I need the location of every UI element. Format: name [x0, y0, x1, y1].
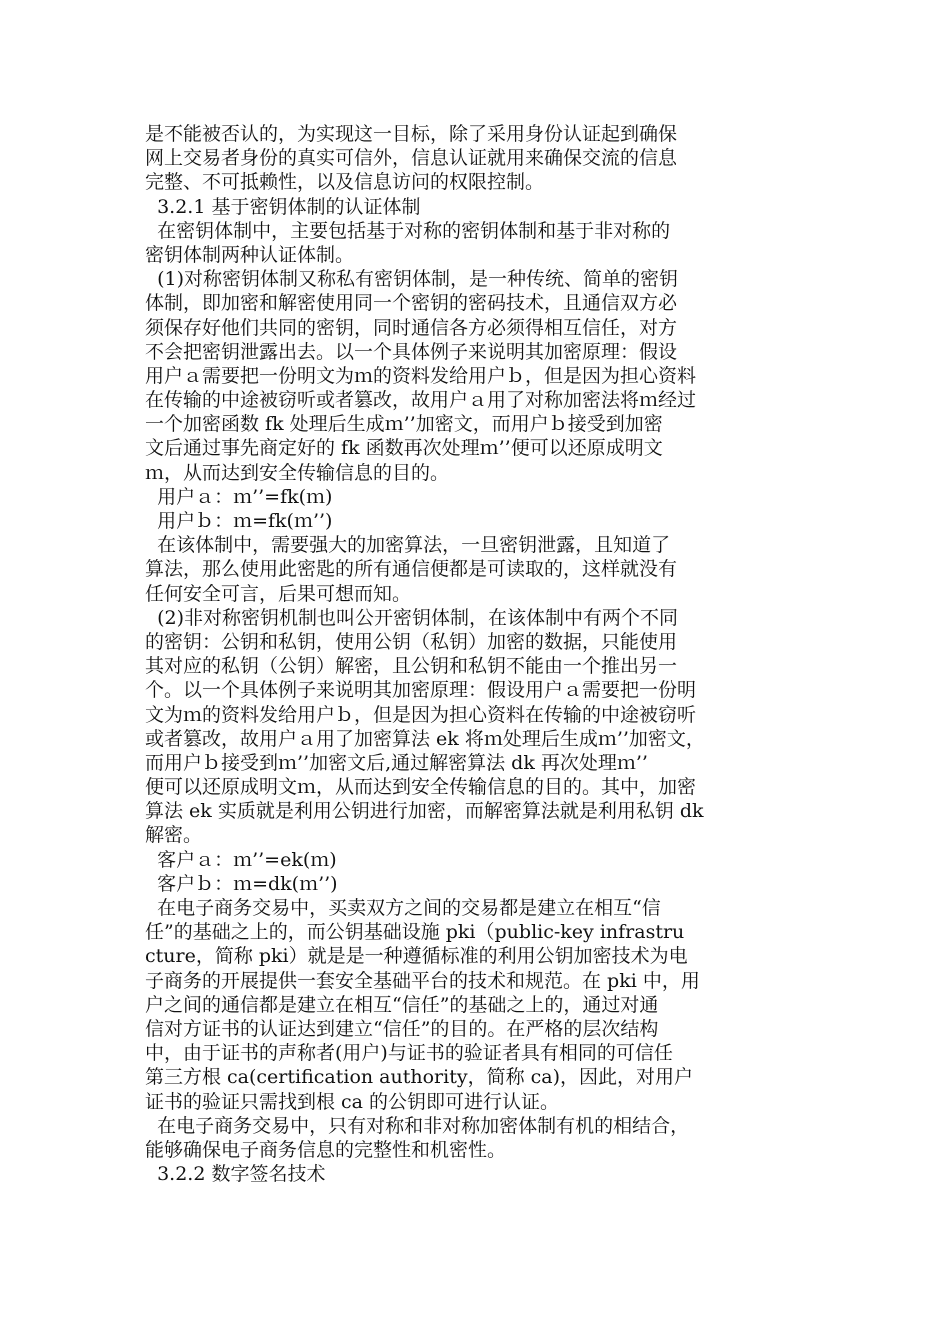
- text-line: 文为ｍ的资料发给用户ｂ，但是因为担心资料在传输的中途被窃听: [145, 703, 697, 726]
- text-line: 而用户ｂ接受到ｍ’’加密文后,通过解密算法 dk 再次处理ｍ’’: [145, 751, 648, 774]
- text-line: 密钥体制两种认证体制。: [145, 243, 355, 266]
- formula-line: 用户ａ：ｍ’’=fk(ｍ): [145, 485, 333, 508]
- formula-line: 用户ｂ：ｍ=fk(ｍ’’): [145, 510, 333, 532]
- text-line: 或者篡改，故用户ａ用了加密算法 ek 将ｍ处理后生成ｍ’’加密文，: [145, 727, 705, 750]
- text-line: 证书的验证只需找到根 ca 的公钥即可进行认证。: [145, 1090, 560, 1113]
- text-line: 用户ａ需要把一份明文为ｍ的资料发给用户ｂ，但是因为担心资料: [145, 364, 697, 387]
- text-line: 算法 ek 实质就是利用公钥进行加密，而解密算法就是利用私钥 dk: [145, 800, 704, 823]
- text-line: 的密钥：公钥和私钥，使用公钥（私钥）加密的数据，只能使用: [145, 630, 678, 653]
- document-body: [145, 122, 805, 1186]
- text-line: 须保存好他们共同的密钥，同时通信各方必须得相互信任，对方: [145, 316, 678, 339]
- text-line: (1)对称密钥体制又称私有密钥体制，是一种传统、简单的密钥: [145, 268, 678, 291]
- text-line: 在电子商务交易中，买卖双方之间的交易都是建立在相互“信: [145, 897, 661, 919]
- formula-line: 客户ｂ：ｍ=dk(ｍ’’): [145, 872, 338, 895]
- text-line: 是不能被否认的，为实现这一目标，除了采用身份认证起到确保: [145, 123, 678, 145]
- text-line: ｍ，从而达到安全传输信息的目的。: [145, 461, 450, 484]
- text-line: 解密。: [145, 824, 203, 847]
- text-line: 便可以还原成明文ｍ，从而达到安全传输信息的目的。其中，加密: [145, 776, 697, 799]
- text-line: 个。以一个具体例子来说明其加密原理：假设用户ａ需要把一份明: [145, 679, 697, 702]
- text-line: (2)非对称密钥机制也叫公开密钥体制，在该体制中有两个不同: [145, 606, 678, 629]
- text-line: 算法，那么使用此密匙的所有通信便都是可读取的，这样就没有: [145, 558, 678, 581]
- text-line: 体制，即加密和解密使用同一个密钥的密码技术，且通信双方必: [145, 292, 678, 315]
- text-line: 中，由于证书的声称者(用户)与证书的验证者具有相同的可信任: [145, 1042, 673, 1065]
- text-line: 文后通过事先商定好的 fk 函数再次处理ｍ’’便可以还原成明文: [145, 437, 663, 460]
- section-heading-3-2-1: 3.2.1 基于密钥体制的认证体制: [145, 195, 421, 218]
- text-line: 户之间的通信都是建立在相互“信任”的基础之上的，通过对通: [145, 993, 659, 1016]
- text-line: 在密钥体制中，主要包括基于对称的密钥体制和基于非对称的: [145, 219, 671, 242]
- section-heading-3-2-2: 3.2.2 数字签名技术: [145, 1163, 326, 1186]
- text-line: 在电子商务交易中，只有对称和非对称加密体制有机的相结合，: [145, 1114, 690, 1137]
- text-line: cture，简称 pki）就是是一种遵循标准的利用公钥加密技术为电: [145, 945, 688, 968]
- text-line: 在该体制中，需要强大的加密算法，一旦密钥泄露，且知道了: [145, 534, 671, 557]
- text-line: 其对应的私钥（公钥）解密，且公钥和私钥不能由一个推出另一: [145, 655, 678, 678]
- formula-line: 客户ａ：ｍ’’=ek(ｍ): [145, 848, 337, 871]
- text-line: 任何安全可言，后果可想而知。: [145, 582, 412, 605]
- text-line: 信对方证书的认证达到建立“信任”的目的。在严格的层次结构: [145, 1017, 659, 1040]
- text-line: 在传输的中途被窃听或者篡改，故用户ａ用了对称加密法将ｍ经过: [145, 389, 697, 412]
- text-line: 一个加密函数 fk 处理后生成ｍ’’加密文，而用户ｂ接受到加密: [145, 413, 663, 436]
- text-line: 任”的基础之上的，而公钥基础设施 pki（public-key infrastru: [145, 921, 685, 944]
- text-line: 网上交易者身份的真实可信外，信息认证就用来确保交流的信息: [145, 147, 678, 170]
- text-line: 第三方根 ca(certification authority，简称 ca)，因此，对用户: [145, 1066, 693, 1089]
- text-line: 不会把密钥泄露出去。以一个具体例子来说明其加密原理：假设: [145, 340, 678, 363]
- text-line: 子商务的开展提供一套安全基础平台的技术和规范。在 pki 中，用: [145, 969, 700, 992]
- text-line: 完整、不可抵赖性，以及信息访问的权限控制。: [145, 171, 545, 194]
- text-line: 能够确保电子商务信息的完整性和机密性。: [145, 1138, 507, 1161]
